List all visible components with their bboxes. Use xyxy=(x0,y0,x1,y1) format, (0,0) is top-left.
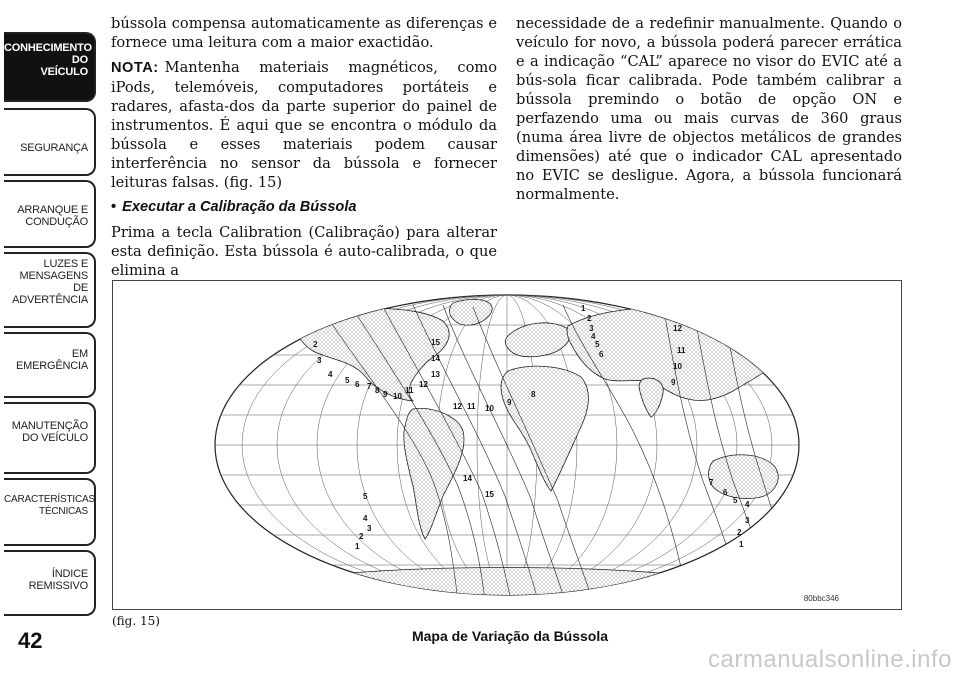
map-value: 9 xyxy=(507,398,512,407)
map-value: 7 xyxy=(709,478,714,487)
map-value: 10 xyxy=(393,392,402,401)
note-label: NOTA: xyxy=(111,60,159,76)
map-value: 10 xyxy=(485,404,494,413)
map-value: 12 xyxy=(453,402,462,411)
bullet-icon: • xyxy=(111,199,117,215)
note-text: Mantenha materiais magnéticos, como iPods, telemóveis, computadores portáteis e radares, afasta-dos da parte superior do painel de instrumentos. É aqui que se encontra o módulo da bússola e esses materiais podem causar interferência no sensor da bússola e fornecer leituras falsas. (fig. 15) xyxy=(111,59,497,191)
map-value: 2 xyxy=(737,528,742,537)
figure-label: (fig. 15) xyxy=(112,614,160,628)
map-value: 4 xyxy=(745,500,750,509)
map-value: 12 xyxy=(673,324,682,333)
map-value: 5 xyxy=(733,496,738,505)
map-value: 14 xyxy=(431,354,440,363)
map-value: 12 xyxy=(419,380,428,389)
map-value: 3 xyxy=(589,324,594,333)
map-value: 2 xyxy=(313,340,318,349)
map-value: 8 xyxy=(531,390,536,399)
tab-manutencao-do-veiculo[interactable]: MANUTENÇÃO DO VEÍCULO xyxy=(4,402,96,474)
map-value: 5 xyxy=(595,340,600,349)
map-value: 2 xyxy=(359,532,364,541)
map-value: 3 xyxy=(367,524,372,533)
map-value: 15 xyxy=(485,490,494,499)
map-value: 7 xyxy=(367,382,372,391)
map-value: 11 xyxy=(677,346,686,355)
map-value: 3 xyxy=(317,356,322,365)
tab-indice-remissivo[interactable]: ÍNDICE REMISSIVO xyxy=(4,550,96,616)
figure-caption: Mapa de Variação da Bússola xyxy=(411,628,609,644)
paragraph-intro: bússola compensa automaticamente as diferenças e fornece uma leitura com a maior exactidão. xyxy=(111,15,497,51)
map-value: 1 xyxy=(739,540,744,549)
page-number: 42 xyxy=(18,628,43,653)
figure-code: 80bbc346 xyxy=(803,594,839,603)
map-value: 6 xyxy=(599,350,604,359)
map-value: 4 xyxy=(591,332,596,341)
world-map-illustration xyxy=(113,281,901,609)
paragraph-calibration: Prima a tecla Calibration (Calibração) para alterar esta definição. Esta bússola é auto-calibrada, o que elimina a xyxy=(111,224,497,279)
map-value: 2 xyxy=(587,314,592,323)
section-heading-calibration xyxy=(111,198,497,217)
map-value: 5 xyxy=(363,492,368,501)
chapter-sidebar xyxy=(0,0,100,630)
map-value: 3 xyxy=(745,516,750,525)
tab-arranque-e-conducao[interactable]: ARRANQUE E CONDUÇÃO xyxy=(4,180,96,248)
map-value: 10 xyxy=(673,362,682,371)
note-paragraph xyxy=(111,58,497,192)
paragraph-calibration-continued: necessidade de a redefinir manualmente. Quando o veículo for novo, a bússola poderá parecer errática e a indicação “CAL” aparece no visor do EVIC até a bús-sola ficar calibrada. Pode também calibrar a bússola premindo o botão de opção ON e perfazendo uma ou mais curvas de 360 graus (numa área livre de objectos metálicos de grandes dimensões) até que o indicador CAL apresentado no EVIC se desligue. Agora, a bússola funcionará normalmente. xyxy=(516,15,902,203)
tab-seguranca[interactable]: SEGURANÇA xyxy=(4,108,96,176)
section-heading-text: Executar a Calibração da Bússola xyxy=(122,199,357,215)
map-value: 6 xyxy=(723,488,728,497)
map-value: 5 xyxy=(345,376,350,385)
map-value: 9 xyxy=(671,378,676,387)
map-value: 8 xyxy=(375,386,380,395)
map-value: 4 xyxy=(328,370,333,379)
map-value: 15 xyxy=(431,338,440,347)
map-value: 9 xyxy=(383,390,388,399)
tab-conhecimento-do-veiculo[interactable]: CONHECIMENTO DO VEÍCULO xyxy=(4,32,96,102)
map-value: 14 xyxy=(463,474,472,483)
map-value: 11 xyxy=(467,402,476,411)
tab-em-emergencia[interactable]: EM EMERGÊNCIA xyxy=(4,332,96,398)
map-value: 11 xyxy=(405,386,414,395)
left-text-column xyxy=(111,14,497,286)
watermark: carmanualsonline.info xyxy=(708,646,952,673)
map-value: 6 xyxy=(355,380,360,389)
map-value: 4 xyxy=(363,514,368,523)
figure-compass-variation-map xyxy=(112,280,902,610)
tab-luzes-e-mensagens[interactable]: LUZES E MENSAGENS DE ADVERTÊNCIA xyxy=(4,252,96,328)
tab-caracteristicas-tecnicas[interactable]: CARACTERÍSTICAS TÉCNICAS xyxy=(4,478,96,546)
map-value: 13 xyxy=(431,370,440,379)
map-value: 1 xyxy=(355,542,360,551)
map-value: 1 xyxy=(581,304,586,313)
right-text-column xyxy=(516,14,902,210)
